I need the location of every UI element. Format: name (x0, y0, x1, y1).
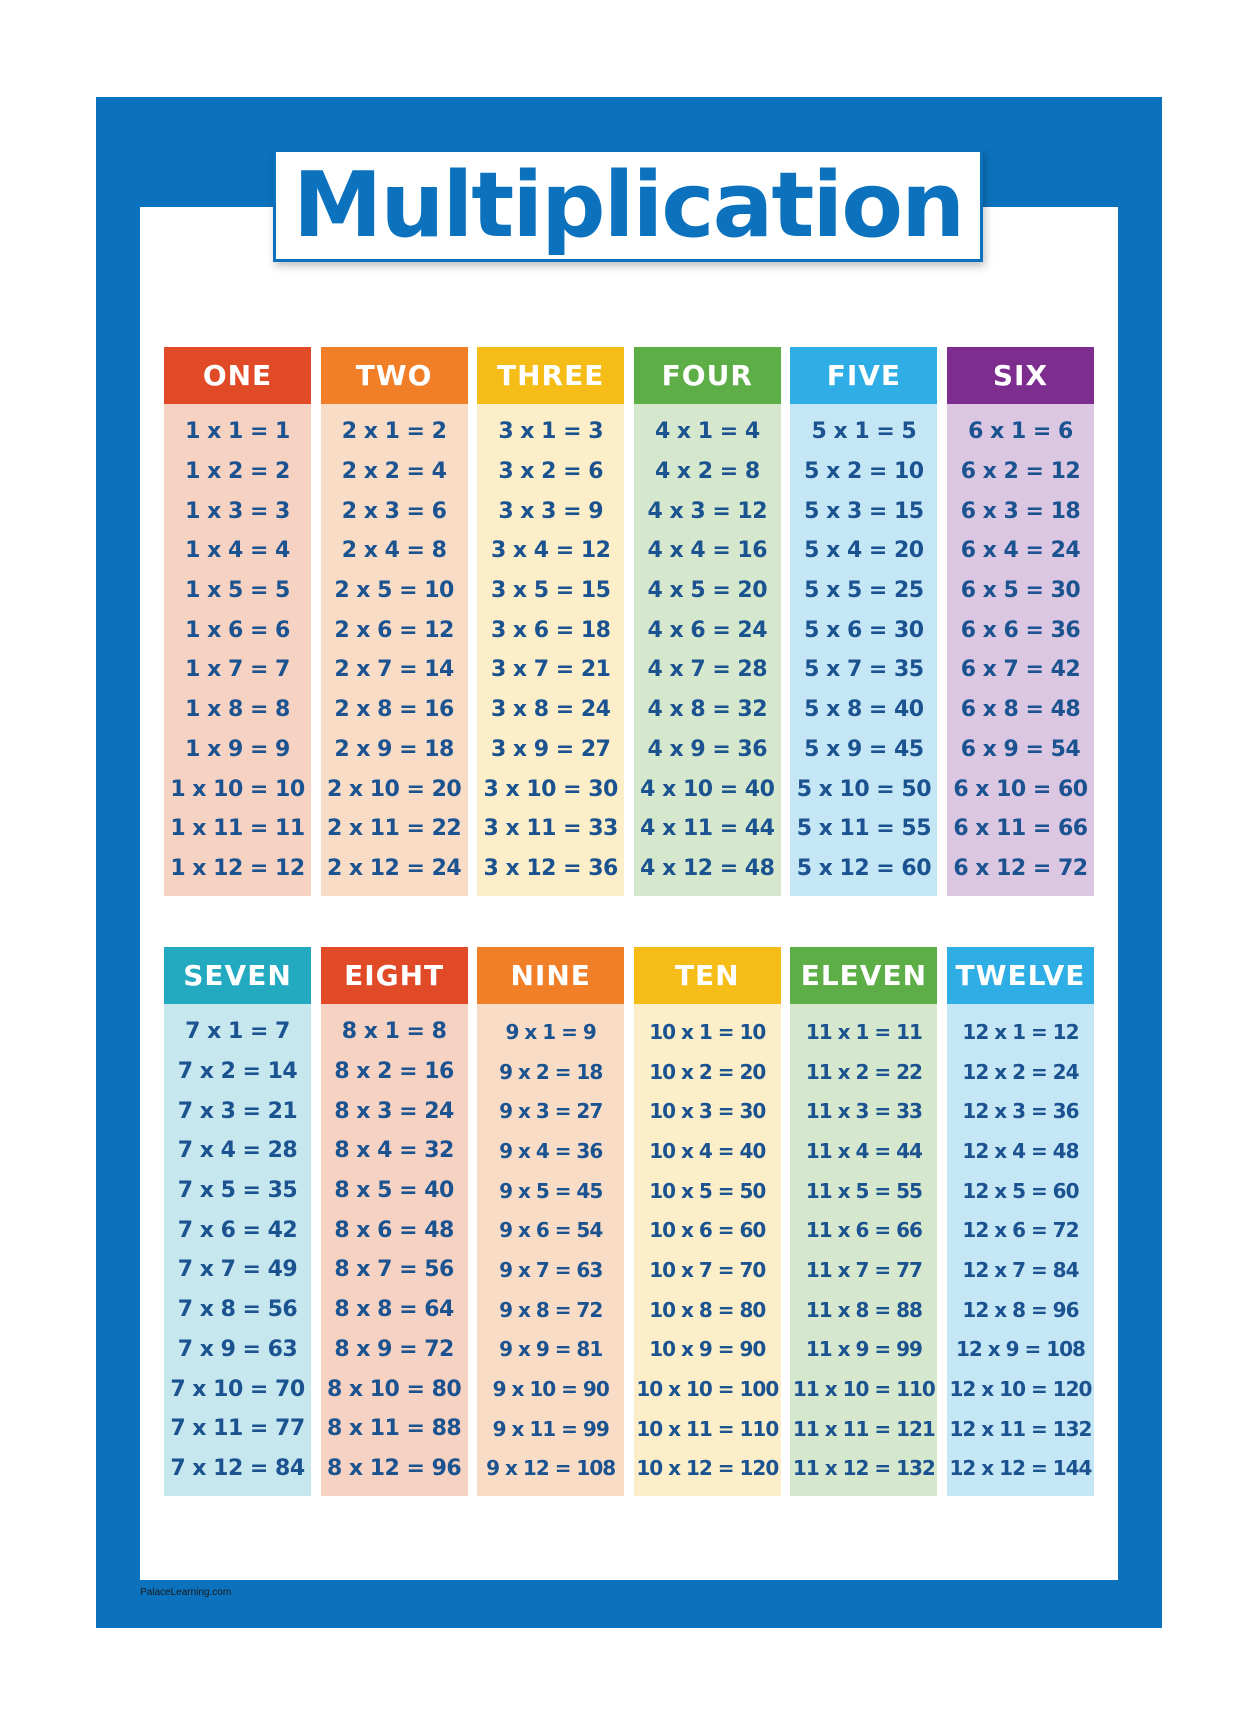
fact-row: 12 x 10 = 120 (949, 1377, 1092, 1402)
fact-row: 12 x 9 = 108 (955, 1337, 1085, 1362)
fact-row: 5 x 9 = 45 (804, 736, 924, 762)
fact-row: 12 x 2 = 24 (962, 1059, 1079, 1084)
fact-row: 6 x 5 = 30 (960, 578, 1081, 604)
fact-row: 7 x 4 = 28 (177, 1138, 298, 1164)
fact-row: 2 x 4 = 8 (341, 538, 447, 564)
fact-row: 5 x 4 = 20 (804, 538, 924, 564)
fact-row: 10 x 5 = 50 (649, 1178, 766, 1203)
page-title: Multiplication (292, 152, 964, 258)
fact-row: 10 x 10 = 100 (636, 1377, 779, 1402)
fact-row: 9 x 12 = 108 (486, 1456, 616, 1481)
fact-row: 8 x 6 = 48 (334, 1217, 454, 1243)
table-eight (321, 947, 468, 1496)
fact-row: 4 x 8 = 32 (647, 697, 768, 723)
fact-row: 7 x 12 = 84 (170, 1455, 305, 1481)
fact-row: 11 x 11 = 121 (792, 1416, 935, 1441)
fact-row: 7 x 5 = 35 (177, 1178, 298, 1204)
fact-row: 6 x 12 = 72 (953, 855, 1088, 881)
fact-row: 7 x 7 = 49 (177, 1257, 298, 1283)
fact-row: 9 x 6 = 54 (499, 1218, 603, 1243)
table-heading: FOUR (634, 347, 781, 404)
table-six (947, 347, 1094, 896)
fact-row: 2 x 11 = 22 (326, 816, 462, 842)
fact-row: 7 x 10 = 70 (170, 1376, 305, 1402)
fact-row: 8 x 10 = 80 (326, 1376, 462, 1402)
fact-row: 3 x 9 = 27 (490, 736, 611, 762)
table-facts (947, 404, 1094, 896)
fact-row: 9 x 1 = 9 (505, 1019, 596, 1044)
table-facts (947, 1004, 1094, 1496)
fact-row: 4 x 2 = 8 (654, 459, 760, 485)
fact-row: 2 x 10 = 20 (326, 776, 462, 802)
fact-row: 9 x 8 = 72 (499, 1297, 603, 1322)
fact-row: 11 x 10 = 110 (792, 1377, 935, 1402)
fact-row: 4 x 5 = 20 (647, 578, 768, 604)
fact-row: 8 x 2 = 16 (334, 1059, 454, 1085)
fact-row: 3 x 7 = 21 (490, 657, 611, 683)
footer-credit: PalaceLearning.com (140, 1587, 232, 1598)
fact-row: 7 x 2 = 14 (177, 1059, 298, 1085)
fact-row: 7 x 8 = 56 (177, 1297, 298, 1323)
fact-row: 6 x 8 = 48 (960, 697, 1081, 723)
table-heading: TWO (321, 347, 468, 404)
table-facts (164, 1004, 311, 1496)
fact-row: 3 x 3 = 9 (498, 498, 604, 524)
fact-row: 10 x 3 = 30 (649, 1099, 766, 1124)
table-facts (164, 404, 311, 896)
table-facts (790, 404, 937, 896)
fact-row: 12 x 4 = 48 (962, 1138, 1079, 1163)
fact-row: 6 x 6 = 36 (960, 617, 1081, 643)
fact-row: 5 x 3 = 15 (804, 498, 924, 524)
fact-row: 5 x 10 = 50 (796, 776, 932, 802)
table-heading: TWELVE (947, 947, 1094, 1004)
table-five (790, 347, 937, 896)
fact-row: 1 x 6 = 6 (185, 617, 290, 643)
fact-row: 11 x 7 = 77 (805, 1257, 922, 1282)
table-heading: ELEVEN (790, 947, 937, 1004)
fact-row: 5 x 8 = 40 (804, 697, 924, 723)
table-heading: TEN (634, 947, 781, 1004)
fact-row: 12 x 3 = 36 (962, 1099, 1079, 1124)
table-seven (164, 947, 311, 1496)
fact-row: 7 x 1 = 7 (185, 1019, 290, 1045)
table-heading: SEVEN (164, 947, 311, 1004)
fact-row: 1 x 5 = 5 (185, 578, 290, 604)
fact-row: 9 x 2 = 18 (499, 1059, 603, 1084)
fact-row: 12 x 11 = 132 (949, 1416, 1092, 1441)
fact-row: 9 x 4 = 36 (499, 1138, 603, 1163)
fact-row: 3 x 6 = 18 (490, 617, 611, 643)
table-nine (477, 947, 624, 1496)
fact-row: 5 x 1 = 5 (811, 419, 917, 445)
fact-row: 6 x 9 = 54 (960, 736, 1081, 762)
fact-row: 7 x 11 = 77 (170, 1416, 305, 1442)
fact-row: 12 x 1 = 12 (962, 1019, 1079, 1044)
fact-row: 11 x 8 = 88 (805, 1297, 922, 1322)
fact-row: 11 x 4 = 44 (805, 1138, 922, 1163)
fact-row: 9 x 11 = 99 (492, 1416, 609, 1441)
fact-row: 8 x 12 = 96 (326, 1455, 462, 1481)
table-heading: EIGHT (321, 947, 468, 1004)
fact-row: 10 x 8 = 80 (649, 1297, 766, 1322)
fact-row: 3 x 10 = 30 (483, 776, 618, 802)
tables-row-2 (164, 947, 1094, 1496)
fact-row: 10 x 1 = 10 (649, 1019, 766, 1044)
fact-row: 1 x 3 = 3 (185, 498, 290, 524)
table-three (477, 347, 624, 896)
tables-row-1 (164, 347, 1094, 896)
fact-row: 4 x 10 = 40 (640, 776, 775, 802)
fact-row: 9 x 5 = 45 (499, 1178, 603, 1203)
fact-row: 1 x 2 = 2 (185, 459, 290, 485)
fact-row: 11 x 5 = 55 (805, 1178, 922, 1203)
fact-row: 10 x 7 = 70 (649, 1257, 766, 1282)
fact-row: 9 x 9 = 81 (499, 1337, 603, 1362)
fact-row: 3 x 4 = 12 (490, 538, 611, 564)
fact-row: 5 x 12 = 60 (796, 855, 932, 881)
fact-row: 10 x 9 = 90 (649, 1337, 766, 1362)
fact-row: 8 x 7 = 56 (334, 1257, 454, 1283)
fact-row: 2 x 1 = 2 (341, 419, 447, 445)
table-heading: SIX (947, 347, 1094, 404)
fact-row: 2 x 12 = 24 (326, 855, 462, 881)
fact-row: 2 x 8 = 16 (334, 697, 454, 723)
fact-row: 5 x 2 = 10 (804, 459, 924, 485)
table-heading: FIVE (790, 347, 937, 404)
fact-row: 9 x 10 = 90 (492, 1377, 609, 1402)
fact-row: 4 x 4 = 16 (647, 538, 768, 564)
fact-row: 12 x 5 = 60 (962, 1178, 1079, 1203)
fact-row: 6 x 1 = 6 (968, 419, 1073, 445)
fact-row: 6 x 7 = 42 (960, 657, 1081, 683)
fact-row: 5 x 7 = 35 (804, 657, 924, 683)
fact-row: 10 x 11 = 110 (636, 1416, 779, 1441)
fact-row: 11 x 3 = 33 (805, 1099, 922, 1124)
fact-row: 3 x 5 = 15 (490, 578, 611, 604)
fact-row: 7 x 9 = 63 (177, 1336, 298, 1362)
fact-row: 10 x 2 = 20 (649, 1059, 766, 1084)
fact-row: 1 x 8 = 8 (185, 697, 290, 723)
fact-row: 12 x 7 = 84 (962, 1257, 1079, 1282)
fact-row: 9 x 7 = 63 (499, 1257, 603, 1282)
fact-row: 2 x 3 = 6 (341, 498, 447, 524)
fact-row: 8 x 3 = 24 (334, 1098, 454, 1124)
fact-row: 11 x 2 = 22 (805, 1059, 922, 1084)
table-facts (321, 1004, 468, 1496)
fact-row: 4 x 6 = 24 (647, 617, 768, 643)
fact-row: 2 x 6 = 12 (334, 617, 454, 643)
table-ten (634, 947, 781, 1496)
fact-row: 4 x 3 = 12 (647, 498, 768, 524)
fact-row: 4 x 12 = 48 (640, 855, 775, 881)
table-facts (321, 404, 468, 896)
fact-row: 8 x 11 = 88 (326, 1416, 462, 1442)
fact-row: 8 x 1 = 8 (341, 1019, 447, 1045)
fact-row: 2 x 5 = 10 (334, 578, 454, 604)
fact-row: 11 x 12 = 132 (792, 1456, 935, 1481)
fact-row: 1 x 9 = 9 (185, 736, 290, 762)
fact-row: 12 x 8 = 96 (962, 1297, 1079, 1322)
table-facts (477, 404, 624, 896)
fact-row: 3 x 11 = 33 (483, 816, 618, 842)
fact-row: 3 x 8 = 24 (490, 697, 611, 723)
fact-row: 3 x 1 = 3 (498, 419, 604, 445)
fact-row: 1 x 7 = 7 (185, 657, 290, 683)
fact-row: 6 x 10 = 60 (953, 776, 1088, 802)
fact-row: 2 x 7 = 14 (334, 657, 454, 683)
table-facts (790, 1004, 937, 1496)
fact-row: 1 x 11 = 11 (170, 816, 305, 842)
fact-row: 1 x 10 = 10 (170, 776, 305, 802)
fact-row: 10 x 12 = 120 (636, 1456, 779, 1481)
fact-row: 1 x 12 = 12 (170, 855, 305, 881)
table-twelve (947, 947, 1094, 1496)
fact-row: 11 x 6 = 66 (805, 1218, 922, 1243)
table-four (634, 347, 781, 896)
fact-row: 4 x 11 = 44 (640, 816, 775, 842)
fact-row: 9 x 3 = 27 (499, 1099, 603, 1124)
fact-row: 10 x 6 = 60 (649, 1218, 766, 1243)
fact-row: 4 x 9 = 36 (647, 736, 768, 762)
table-heading: ONE (164, 347, 311, 404)
fact-row: 5 x 6 = 30 (804, 617, 924, 643)
table-one (164, 347, 311, 896)
fact-row: 11 x 1 = 11 (805, 1019, 922, 1044)
fact-row: 1 x 4 = 4 (185, 538, 290, 564)
table-facts (477, 1004, 624, 1496)
fact-row: 5 x 5 = 25 (804, 578, 924, 604)
table-heading: NINE (477, 947, 624, 1004)
fact-row: 7 x 6 = 42 (177, 1217, 298, 1243)
fact-row: 5 x 11 = 55 (796, 816, 932, 842)
fact-row: 8 x 4 = 32 (334, 1138, 454, 1164)
fact-row: 1 x 1 = 1 (185, 419, 290, 445)
fact-row: 11 x 9 = 99 (805, 1337, 922, 1362)
fact-row: 10 x 4 = 40 (649, 1138, 766, 1163)
fact-row: 3 x 2 = 6 (498, 459, 604, 485)
fact-row: 12 x 12 = 144 (949, 1456, 1092, 1481)
fact-row: 12 x 6 = 72 (962, 1218, 1079, 1243)
fact-row: 4 x 1 = 4 (654, 419, 760, 445)
fact-row: 6 x 4 = 24 (960, 538, 1081, 564)
fact-row: 2 x 9 = 18 (334, 736, 454, 762)
table-heading: THREE (477, 347, 624, 404)
fact-row: 7 x 3 = 21 (177, 1098, 298, 1124)
table-two (321, 347, 468, 896)
table-facts (634, 1004, 781, 1496)
title-banner (273, 149, 983, 262)
fact-row: 8 x 9 = 72 (334, 1336, 454, 1362)
fact-row: 6 x 3 = 18 (960, 498, 1081, 524)
table-facts (634, 404, 781, 896)
poster-frame (96, 97, 1162, 1628)
fact-row: 6 x 11 = 66 (953, 816, 1088, 842)
fact-row: 6 x 2 = 12 (960, 459, 1081, 485)
fact-row: 2 x 2 = 4 (341, 459, 447, 485)
fact-row: 8 x 8 = 64 (334, 1297, 454, 1323)
fact-row: 4 x 7 = 28 (647, 657, 768, 683)
table-eleven (790, 947, 937, 1496)
fact-row: 8 x 5 = 40 (334, 1178, 454, 1204)
fact-row: 3 x 12 = 36 (483, 855, 618, 881)
